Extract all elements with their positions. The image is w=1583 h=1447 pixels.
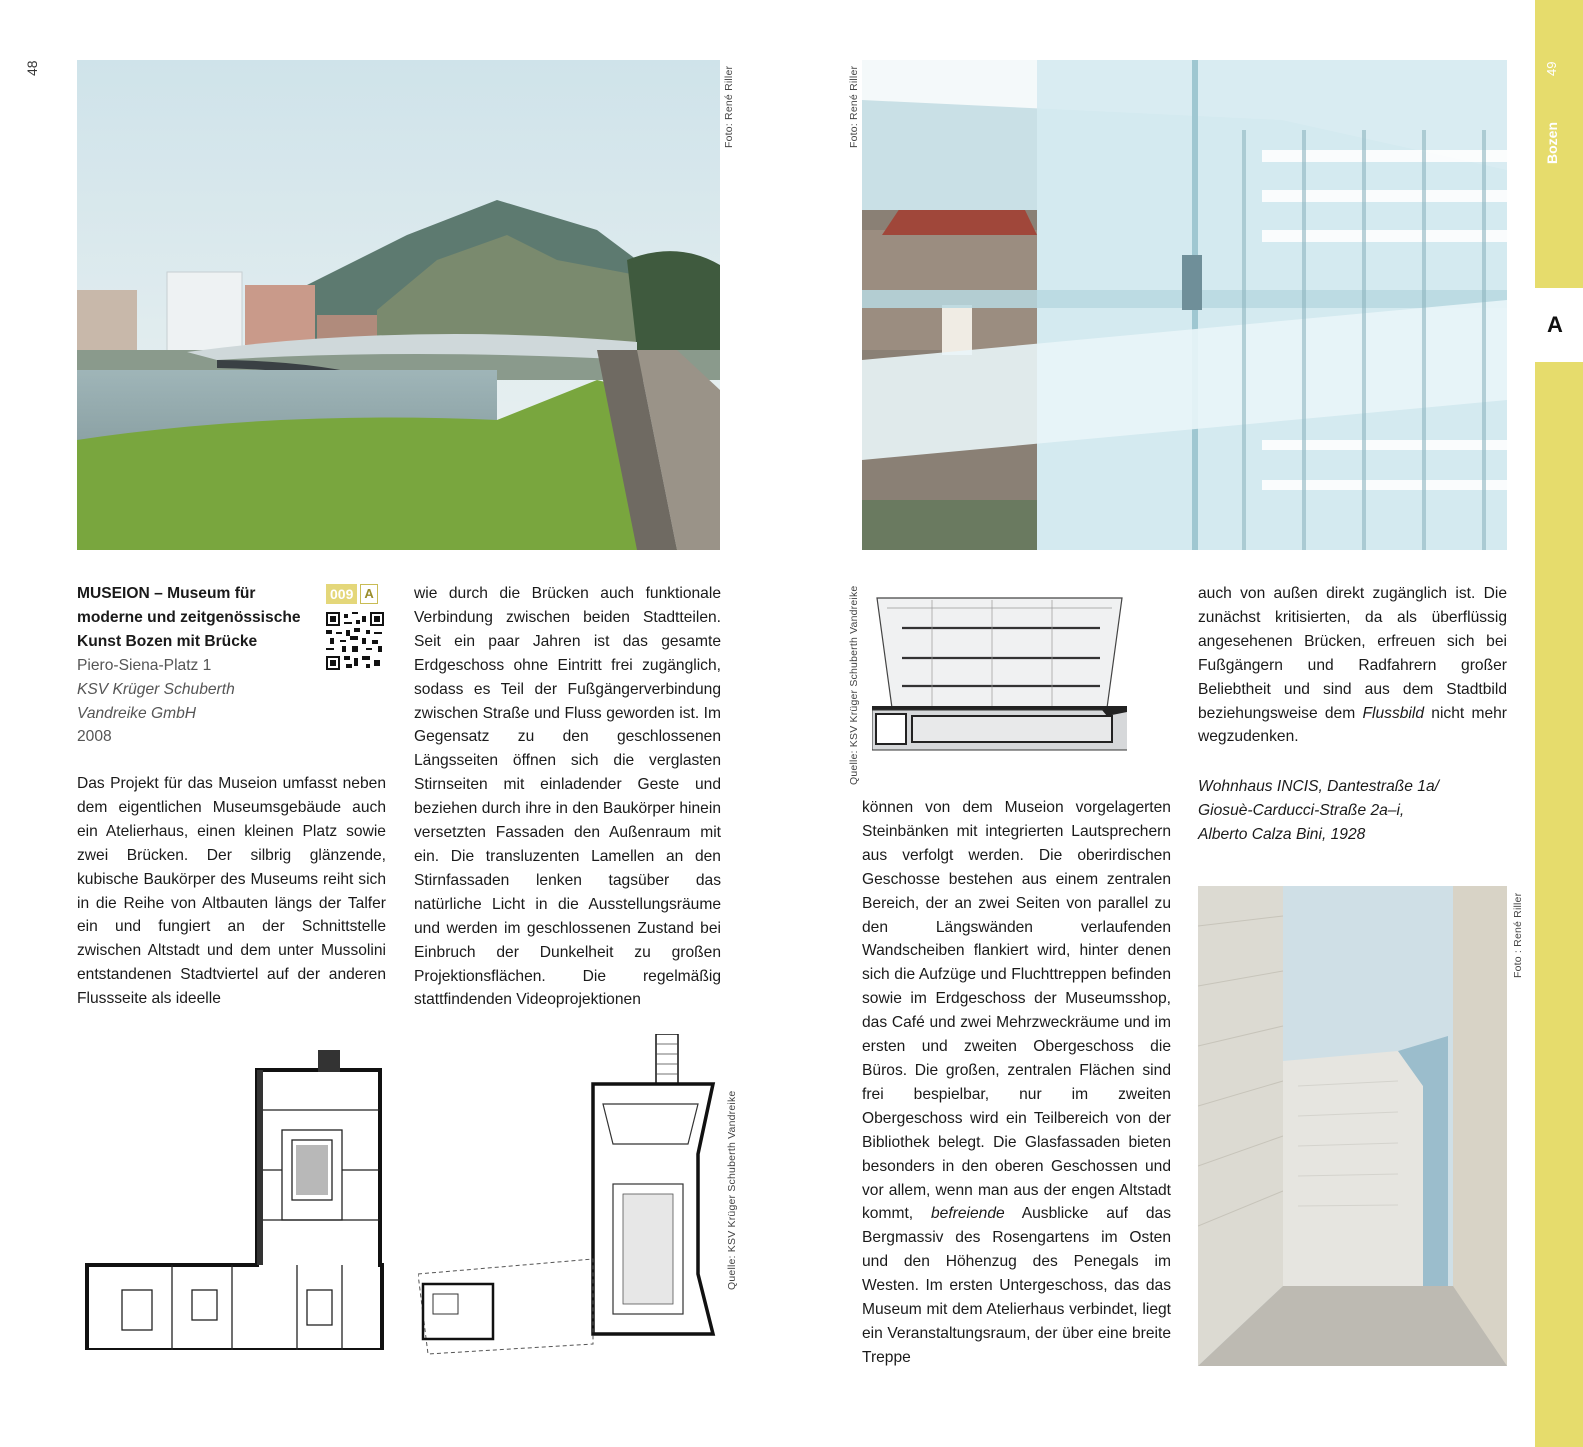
body-column-2: wie durch die Brücken auch funktionale Verbindung zwischen beiden Stadtteilen. Seit ein paar Jahren ist das gesamte Erdgeschoss ohne Eintritt frei zugänglich, sodass es Teil der Fußgängerverbindung zwischen Straße und Fluss geworden ist. Im Gegensatz zu den geschlossenen Längsseiten öffnen sich die verglasten Stirnseiten mit einladender Geste und beziehen durch ihre in den Baukörper hinein versetzten Fassaden den Außenraum mit ein. Die transluzenten Lamellen an den Stirnfassaden lenken tagsüber das natürliche Licht in die Ausstellungsräume und werden im geschlossenen Zustand bei Einbruch der Dunkelheit zu großen Projektionsflächen. Die regelmäßig stattfindenden Videoprojektionen: [414, 585, 721, 1009]
entry-header: [77, 582, 317, 749]
side-tab-letter: A: [1547, 312, 1563, 337]
caption-line3: Alberto Calza Bini, 1928: [1198, 825, 1366, 843]
entry-architect-line2: Vandreike GmbH: [77, 704, 197, 722]
side-tab-label: Bozen: [1544, 122, 1560, 164]
page-number-right: 49: [1544, 61, 1559, 76]
body-column-3: [862, 796, 1171, 1370]
entry-number: 009: [326, 584, 357, 604]
floorplan-main: [82, 1050, 387, 1350]
body-column-4-part-a: auch von außen direkt zugänglich ist. Die zunächst kritisierten, da als überflüssig angesehenen Brücken, erfreuen sich bei Fußgängern und Radfahrern großer Beliebtheit und sind aus dem Stadtbild beziehungsweise dem: [1198, 585, 1507, 722]
credit-photo-top-left: Foto: René Riller: [723, 65, 735, 148]
section-drawing: [872, 588, 1127, 764]
credit-section-drawing: Quelle: KSV Krüger Schuberth Vandreike: [848, 585, 860, 785]
entry-title-line2: moderne und zeitgenössische: [77, 608, 301, 626]
page-number-left: 48: [24, 60, 40, 76]
body-column-4: [1198, 582, 1507, 749]
body-column-4-part-b: nicht mehr wegzudenken.: [1198, 704, 1507, 746]
entry-year: 2008: [77, 728, 112, 746]
entry-title-line3: Kunst Bozen mit Brücke: [77, 632, 258, 650]
credit-photo-top-right: Foto: René Riller: [848, 65, 860, 148]
photo-museion-bridge: [77, 60, 720, 550]
floorplan-atelier: [418, 1034, 723, 1369]
entry-title-line1: MUSEION – Museum für: [77, 585, 256, 602]
qr-code-icon[interactable]: [326, 612, 384, 670]
entry-badge: [326, 584, 378, 604]
credit-floorplans: Quelle: KSV Krüger Schuberth Vandreike: [726, 1090, 738, 1290]
body-column-4-emphasis: Flussbild: [1362, 704, 1425, 722]
body-column-3-part-a: können von dem Museion vorgelagerten Steinbänken mit integrierten Lautsprechern aus verfolgt werden. Die oberirdischen Geschosse bestehen aus einem zentralen Bereich, der an zwei Seiten von parallel zu den Längswänden verlaufenden Wandscheiben flankiert wird, hinter denen sich die Aufzüge und Fluchttreppen befinden sowie im Erdgeschoss der Museumsshop, das Café und zwei Mehrzweckräume und im ersten und zweiten Obergeschoss die Büros. Die großen, zentralen Flächen sind frei bespielbar, nur im zweiten Obergeschoss wird ein Teilbereich von der Bibliothek belegt. Die Glasfassaden bieten besonders in den oberen Geschossen und vor allem, wenn man aus der engen Altstadt kommt,: [862, 799, 1171, 1223]
credit-photo-bottom-right: Foto : René Riller: [1512, 892, 1524, 978]
caption-line1: Wohnhaus INCIS, Dantestraße 1a/: [1198, 778, 1439, 795]
photo-caption: [1198, 775, 1508, 847]
caption-line2: Giosuè-Carducci-Straße 2a–i,: [1198, 801, 1405, 819]
photo-museum-alley: [1198, 886, 1507, 1366]
body-column-1: Das Projekt für das Museion umfasst neben dem eigentlichen Museumsgebäude auch ein Atelierhaus, einen kleinen Platz sowie zwei Brücken. Der silbrig glänzende, kubische Baukörper des Museums reiht sich in die Reihe von Altbauten längs der Talfer ein und fungiert an der Schnittstelle zwischen Altstadt und dem unter Mussolini entstandenen Stadtviertel auf der anderen Flussseite als ideelle: [77, 775, 386, 1008]
entry-architect-line1: KSV Krüger Schuberth: [77, 680, 235, 698]
entry-category: A: [360, 584, 377, 604]
side-tab-lower: [1535, 362, 1583, 1447]
body-column-3-emphasis: befreiende: [930, 1205, 1005, 1223]
photo-glass-facade: [862, 60, 1507, 550]
body-column-3-part-b: Ausblicke auf das Bergmassiv des Rosengartens im Osten und den Höhenzug des Penegals im Westen. Im ersten Untergeschoss, das das Museum mit dem Atelierhaus verbindet, liegt ein Veranstaltungsraum, der über eine breite Treppe: [862, 1205, 1171, 1366]
entry-address: Piero-Siena-Platz 1: [77, 656, 212, 674]
